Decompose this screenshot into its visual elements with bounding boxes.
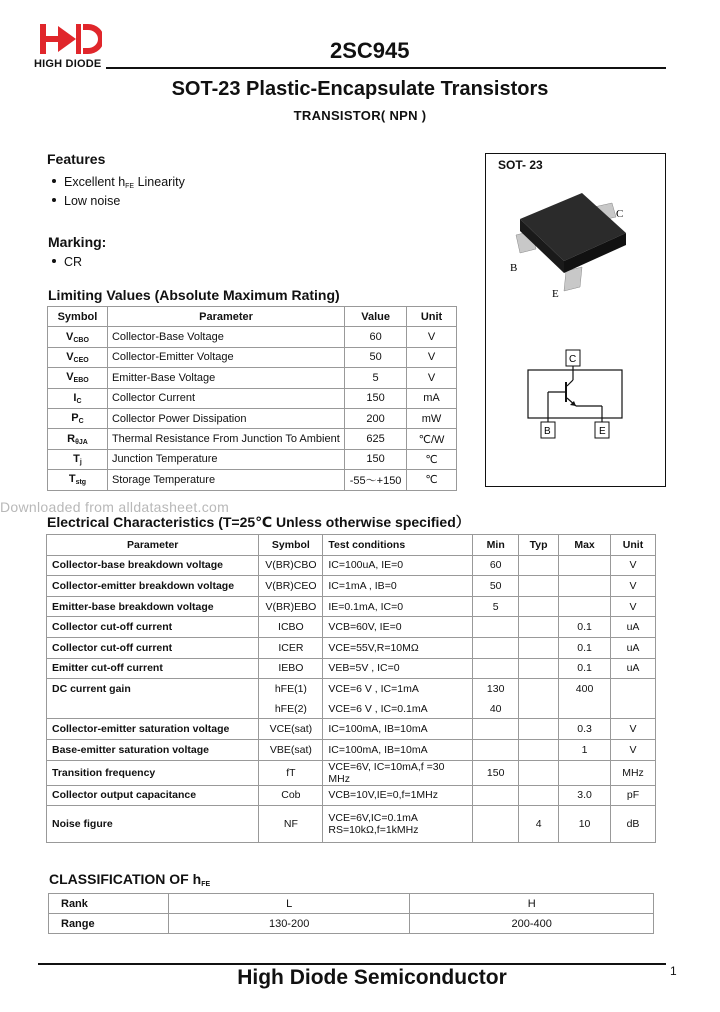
unit-cell: mW — [407, 408, 457, 428]
condition-cell: VEB=5V , IC=0 — [323, 658, 473, 679]
max-cell: 10 — [559, 806, 611, 843]
unit-cell: V — [611, 576, 656, 597]
range-l: 130-200 — [168, 914, 410, 934]
table-row — [47, 596, 656, 617]
parameter-cell: Emitter-Base Voltage — [107, 368, 344, 388]
condition-cell: IC=100uA, IE=0 — [323, 555, 473, 576]
max-cell: 400 — [559, 679, 611, 699]
unit-cell: mA — [407, 388, 457, 408]
bullet-icon — [52, 198, 56, 202]
col-header: Value — [345, 307, 407, 327]
min-cell — [473, 719, 519, 740]
footer-company: High Diode Semiconductor — [237, 966, 507, 989]
parameter-cell: Transition frequency — [47, 760, 259, 785]
col-header: Max — [559, 535, 611, 556]
max-cell: 0.1 — [559, 658, 611, 679]
typ-cell — [519, 658, 559, 679]
min-cell — [473, 637, 519, 658]
condition-cell: VCE=55V,R=10MΩ — [323, 637, 473, 658]
unit-cell: pF — [611, 785, 656, 806]
unit-cell: MHz — [611, 760, 656, 785]
condition-cell: IC=1mA , IB=0 — [323, 576, 473, 597]
bullet-icon — [52, 259, 56, 263]
symbol-cell: Cob — [259, 785, 323, 806]
symbol-cell: ICBO — [259, 617, 323, 638]
col-header: Parameter — [107, 307, 344, 327]
min-cell — [473, 785, 519, 806]
transistor-schematic — [520, 348, 630, 440]
table-row — [48, 449, 457, 469]
max-cell: 0.1 — [559, 617, 611, 638]
typ-cell — [519, 576, 559, 597]
parameter-cell: Junction Temperature — [107, 449, 344, 469]
parameter-cell: DC current gain — [47, 679, 259, 699]
symbol-cell: $P_C$ — [48, 408, 108, 428]
electrical-characteristics-heading: Electrical Characteristics (T=25℃ Unless otherwise specified） — [47, 514, 470, 530]
condition-cell: VCE=6V,IC=0.1mA RS=10kΩ,f=1kMHz — [323, 806, 473, 843]
feature-item-low-noise: Low noise — [52, 194, 120, 208]
range-label: Range — [49, 914, 169, 934]
marking-item: CR — [52, 255, 82, 269]
max-cell — [559, 596, 611, 617]
symbol-cell: $V_{EBO}$ — [48, 368, 108, 388]
table-header-row — [47, 535, 656, 556]
min-cell — [473, 739, 519, 760]
table-row — [47, 637, 656, 658]
table-row — [48, 347, 457, 367]
value-cell: -55～+150 — [345, 470, 407, 490]
table-row — [47, 699, 656, 719]
symbol-cell: IEBO — [259, 658, 323, 679]
table-row — [48, 388, 457, 408]
range-h: 200-400 — [410, 914, 654, 934]
typ-cell — [519, 637, 559, 658]
unit-cell: V — [611, 596, 656, 617]
schematic-c-label: C — [569, 354, 577, 365]
feature-item-linearity: Excellent $h_{FE}$ Linearity — [52, 175, 185, 190]
col-header: Symbol — [259, 535, 323, 556]
condition-cell: VCE=6 V , IC=1mA — [323, 679, 473, 699]
symbol-cell: NF — [259, 806, 323, 843]
max-cell — [559, 760, 611, 785]
min-cell: 50 — [473, 576, 519, 597]
parameter-cell: Emitter cut-off current — [47, 658, 259, 679]
pin-c-label: C — [616, 208, 624, 220]
value-cell: 60 — [345, 327, 407, 347]
symbol-cell: V(BR)CBO — [259, 555, 323, 576]
table-row — [47, 576, 656, 597]
parameter-cell: Collector Current — [107, 388, 344, 408]
typ-cell — [519, 555, 559, 576]
value-cell: 50 — [345, 347, 407, 367]
symbol-cell: $T_{stg}$ — [48, 470, 108, 490]
typ-cell — [519, 739, 559, 760]
col-header: Unit — [407, 307, 457, 327]
pin-e-label: E — [552, 288, 559, 300]
bullet-icon — [52, 179, 56, 183]
parameter-cell: Noise figure — [47, 806, 259, 843]
typ-cell: 4 — [519, 806, 559, 843]
document-subtitle: TRANSISTOR( NPN ) — [293, 108, 427, 123]
parameter-cell: Collector Power Dissipation — [107, 408, 344, 428]
symbol-cell: $T_j$ — [48, 449, 108, 469]
min-cell: 40 — [473, 699, 519, 719]
symbol-cell: $V_{CEO}$ — [48, 347, 108, 367]
min-cell: 150 — [473, 760, 519, 785]
table-row — [47, 658, 656, 679]
symbol-cell: VCE(sat) — [259, 719, 323, 740]
typ-cell — [519, 617, 559, 638]
unit-cell: ℃ — [407, 449, 457, 469]
typ-cell — [519, 596, 559, 617]
table-row — [48, 429, 457, 449]
table-row — [47, 760, 656, 785]
rank-l: L — [168, 894, 410, 914]
classification-heading: CLASSIFICATION OF $h_{FE}$ — [49, 871, 211, 888]
table-row — [47, 739, 656, 760]
max-cell: 3.0 — [559, 785, 611, 806]
value-cell: 150 — [345, 449, 407, 469]
unit-cell: uA — [611, 637, 656, 658]
unit-cell: uA — [611, 658, 656, 679]
symbol-cell: $V_{CBO}$ — [48, 327, 108, 347]
footer-rule — [38, 963, 666, 965]
unit-cell: ℃/W — [407, 429, 457, 449]
unit-cell — [611, 699, 656, 719]
package-label: SOT- 23 — [498, 158, 543, 172]
parameter-cell: Thermal Resistance From Junction To Ambient — [107, 429, 344, 449]
min-cell: 5 — [473, 596, 519, 617]
unit-cell — [611, 679, 656, 699]
col-header: Symbol — [48, 307, 108, 327]
condition-cell: VCE=6 V , IC=0.1mA — [323, 699, 473, 719]
max-cell: 0.3 — [559, 719, 611, 740]
min-cell: 130 — [473, 679, 519, 699]
features-heading: Features — [47, 151, 106, 167]
condition-cell: VCB=10V,IE=0,f=1MHz — [323, 785, 473, 806]
col-header: Typ — [519, 535, 559, 556]
unit-cell: uA — [611, 617, 656, 638]
value-cell: 200 — [345, 408, 407, 428]
logo-text: HIGH DIODE — [34, 58, 102, 70]
min-cell: 60 — [473, 555, 519, 576]
table-header-row — [48, 307, 457, 327]
unit-cell: V — [407, 327, 457, 347]
condition-cell: VCB=60V, IE=0 — [323, 617, 473, 638]
parameter-cell: Collector-Base Voltage — [107, 327, 344, 347]
parameter-cell: Collector cut-off current — [47, 617, 259, 638]
symbol-cell: ICER — [259, 637, 323, 658]
unit-cell: V — [611, 739, 656, 760]
value-cell: 5 — [345, 368, 407, 388]
parameter-cell: Collector-emitter breakdown voltage — [47, 576, 259, 597]
typ-cell — [519, 699, 559, 719]
table-row — [49, 914, 654, 934]
high-diode-logo — [38, 22, 102, 56]
rank-label: Rank — [49, 894, 169, 914]
parameter-cell — [47, 699, 259, 719]
table-row — [47, 719, 656, 740]
condition-cell: IC=100mA, IB=10mA — [323, 719, 473, 740]
condition-cell: IC=100mA, IB=10mA — [323, 739, 473, 760]
condition-cell: IE=0.1mA, IC=0 — [323, 596, 473, 617]
col-header: Parameter — [47, 535, 259, 556]
symbol-cell: hFE(2) — [259, 699, 323, 719]
table-row — [47, 806, 656, 843]
download-watermark: Downloaded from alldatasheet.com — [0, 499, 230, 515]
min-cell — [473, 617, 519, 638]
unit-cell: dB — [611, 806, 656, 843]
typ-cell — [519, 760, 559, 785]
symbol-cell: VBE(sat) — [259, 739, 323, 760]
max-cell — [559, 555, 611, 576]
value-cell: 625 — [345, 429, 407, 449]
symbol-cell: V(BR)CEO — [259, 576, 323, 597]
parameter-cell: Emitter-base breakdown voltage — [47, 596, 259, 617]
parameter-cell: Collector cut-off current — [47, 637, 259, 658]
symbol-cell: $R_{\theta JA}$ — [48, 429, 108, 449]
typ-cell — [519, 719, 559, 740]
table-row — [48, 368, 457, 388]
table-row — [48, 470, 457, 490]
symbol-cell: $I_C$ — [48, 388, 108, 408]
col-header: Unit — [611, 535, 656, 556]
sot23-package-drawing — [486, 175, 664, 300]
rank-h: H — [410, 894, 654, 914]
part-number: 2SC945 — [330, 38, 410, 63]
pin-b-label: B — [510, 262, 518, 274]
table-row — [47, 785, 656, 806]
unit-cell: V — [611, 719, 656, 740]
table-row — [47, 555, 656, 576]
table-row — [48, 408, 457, 428]
condition-cell: VCE=6V, IC=10mA,f =30 MHz — [323, 760, 473, 785]
table-row — [49, 894, 654, 914]
parameter-cell: Collector-Emitter Voltage — [107, 347, 344, 367]
parameter-cell: Base-emitter saturation voltage — [47, 739, 259, 760]
max-cell — [559, 699, 611, 719]
unit-cell: V — [611, 555, 656, 576]
max-cell: 0.1 — [559, 637, 611, 658]
table-row — [48, 327, 457, 347]
symbol-cell: hFE(1) — [259, 679, 323, 699]
table-row — [47, 679, 656, 699]
unit-cell: ℃ — [407, 470, 457, 490]
classification-table — [48, 893, 654, 934]
col-header: Test conditions — [323, 535, 473, 556]
typ-cell — [519, 785, 559, 806]
col-header: Min — [473, 535, 519, 556]
typ-cell — [519, 679, 559, 699]
max-cell — [559, 576, 611, 597]
limiting-values-heading: Limiting Values (Absolute Maximum Rating) — [48, 287, 340, 303]
marking-heading: Marking: — [48, 234, 107, 250]
limiting-values-table — [47, 306, 457, 491]
value-cell: 150 — [345, 388, 407, 408]
schematic-b-label: B — [544, 426, 551, 437]
parameter-cell: Storage Temperature — [107, 470, 344, 490]
parameter-cell: Collector output capacitance — [47, 785, 259, 806]
header-rule — [106, 67, 666, 69]
page-number: 1 — [670, 964, 677, 978]
symbol-cell: fT — [259, 760, 323, 785]
min-cell — [473, 806, 519, 843]
unit-cell: V — [407, 368, 457, 388]
min-cell — [473, 658, 519, 679]
parameter-cell: Collector-emitter saturation voltage — [47, 719, 259, 740]
document-title: SOT-23 Plastic-Encapsulate Transistors — [171, 78, 549, 100]
parameter-cell: Collector-base breakdown voltage — [47, 555, 259, 576]
symbol-cell: V(BR)EBO — [259, 596, 323, 617]
unit-cell: V — [407, 347, 457, 367]
schematic-e-label: E — [599, 426, 606, 437]
table-row — [47, 617, 656, 638]
electrical-characteristics-table — [46, 534, 656, 843]
max-cell: 1 — [559, 739, 611, 760]
